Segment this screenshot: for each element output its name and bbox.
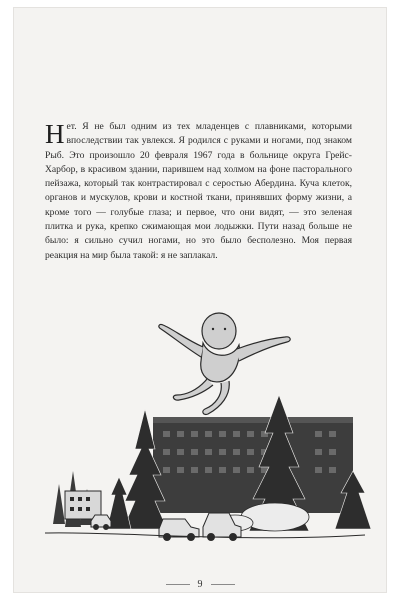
page-footer (13, 577, 387, 591)
page-number: 9 (197, 578, 203, 590)
drop-cap: Н (45, 119, 65, 149)
body-text (45, 120, 352, 263)
baby-over-hospital-illustration (35, 299, 375, 549)
book-page (13, 7, 387, 593)
footer-rule-right (211, 584, 235, 585)
body-paragraph: ет. Я не был одним из тех младенцев с плавниками, которыми впоследствии так увлекся. Я родился с руками и ногами, под знаком Рыб. Это произошло 20 февраля 1967 года в больнице округа Грейс-Харбор, в красивом здании, парившем над холмом на фоне пасторального пейзажа, который так контрастировал с серостью Абердина. Куча клеток, органов и мускулов, крови и костной ткани, принявших форму жизни, а кроме того — голубые глаза; и первое, что они видят, — это зеленая плитка и рука, крепко сжимающая мои лодыжки. Пути назад больше не было: я сильно сучил ногами, но это было бесполезно. Моя первая реакция на мир была такой: я не заплакал. (45, 121, 352, 261)
footer-rule-left (166, 584, 190, 585)
flying-baby (159, 313, 290, 414)
